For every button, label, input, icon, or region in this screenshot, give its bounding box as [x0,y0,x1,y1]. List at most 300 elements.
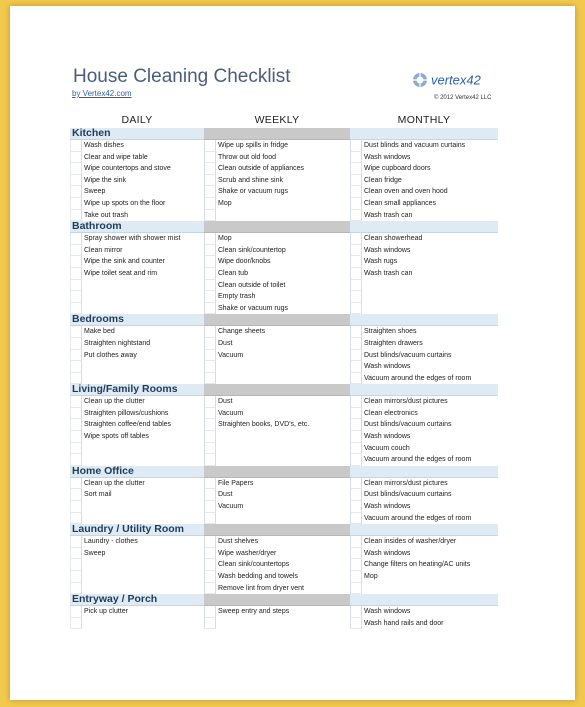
section-header-daily-cell [70,466,204,478]
monthly-task-cell [350,152,498,164]
task-checkbox[interactable] [70,291,82,303]
task-checkbox[interactable] [70,198,82,210]
task-checkbox[interactable] [204,489,216,501]
task-checkbox[interactable] [204,233,216,245]
task-checkbox[interactable] [204,606,216,618]
table-row [70,303,498,315]
task-checkbox[interactable] [350,326,362,338]
weekly-task-cell [204,350,350,362]
task-checkbox[interactable] [350,431,362,443]
task-label: Sweep entry and steps [218,608,290,616]
task-label: Empty trash [218,293,256,301]
weekly-task-cell [204,618,350,630]
weekly-task-cell [204,478,350,490]
daily-task-cell [70,548,204,560]
table-row [70,140,498,152]
section-header-daily-cell [70,524,204,536]
table-row [70,268,498,280]
task-checkbox[interactable] [204,548,216,560]
task-checkbox[interactable] [70,163,82,175]
task-label: Wash windows [364,503,411,511]
table-row [70,152,498,164]
task-checkbox[interactable] [204,140,216,152]
monthly-task-cell [350,338,498,350]
task-label: Remove lint from dryer vent [218,584,304,592]
weekly-task-cell [204,233,350,245]
table-row [70,454,498,466]
weekly-task-cell [204,140,350,152]
daily-task-cell [70,431,204,443]
vertex42-logo [412,71,502,89]
task-checkbox[interactable] [70,618,82,630]
weekly-task-cell [204,419,350,431]
task-checkbox[interactable] [204,198,216,210]
task-checkbox[interactable] [204,210,216,222]
task-checkbox[interactable] [350,618,362,630]
task-checkbox[interactable] [70,268,82,280]
task-label: Wipe up spots on the floor [84,199,166,207]
logo-wordmark: vertex42 [431,72,481,88]
task-label [362,303,498,315]
section-header-daily-cell [70,384,204,396]
monthly-task-cell [350,140,498,152]
task-checkbox[interactable] [350,373,362,385]
task-label: Clean outside of appliances [218,165,305,173]
daily-task-cell [70,606,204,618]
task-checkbox[interactable] [204,163,216,175]
daily-task-cell [70,419,204,431]
task-checkbox[interactable] [204,536,216,548]
monthly-task-cell [350,268,498,280]
task-checkbox[interactable] [70,489,82,501]
task-label: Put clothes away [84,351,137,359]
task-label: Make bed [84,328,115,336]
task-checkbox[interactable] [350,489,362,501]
task-checkbox[interactable] [350,256,362,268]
section-header [70,466,498,478]
weekly-task-cell [204,489,350,501]
daily-task-cell [70,163,204,175]
task-label: Wash windows [364,433,411,441]
task-label [216,618,350,630]
task-label: Pick up clutter [84,608,128,616]
task-checkbox[interactable] [204,303,216,315]
weekly-task-cell [204,559,350,571]
task-checkbox[interactable] [350,361,362,373]
monthly-task-cell [350,478,498,490]
table-row [70,501,498,513]
monthly-task-cell [350,571,498,583]
task-checkbox[interactable] [70,408,82,420]
task-label [82,571,204,583]
task-checkbox[interactable] [70,548,82,560]
task-label: Clean sink/countertop [218,246,286,254]
task-label: Wash trash can [364,211,413,219]
monthly-task-cell [350,419,498,431]
daily-task-cell [70,268,204,280]
task-label: Dust [218,339,233,347]
table-row [70,618,498,630]
task-label: Straighten books, DVD's, etc. [218,421,310,429]
task-checkbox[interactable] [204,338,216,350]
daily-task-cell [70,186,204,198]
monthly-task-cell [350,454,498,466]
task-checkbox[interactable] [70,186,82,198]
task-checkbox[interactable] [204,268,216,280]
task-checkbox[interactable] [350,175,362,187]
task-label: Dust blinds/vacuum curtains [364,421,452,429]
task-checkbox[interactable] [70,606,82,618]
monthly-task-cell [350,256,498,268]
task-checkbox[interactable] [70,443,82,455]
task-checkbox[interactable] [204,245,216,257]
task-label [216,454,350,466]
task-label: Wipe washer/dryer [218,549,277,557]
weekly-task-cell [204,280,350,292]
daily-task-cell [70,559,204,571]
weekly-task-cell [204,152,350,164]
monthly-task-cell [350,361,498,373]
weekly-task-cell [204,396,350,408]
task-checkbox[interactable] [70,233,82,245]
task-label: Dust blinds/vacuum curtains [364,491,452,499]
task-label: Clean fridge [364,176,402,184]
task-label [362,291,498,303]
task-checkbox[interactable] [204,478,216,490]
task-label [216,210,350,222]
task-checkbox[interactable] [70,536,82,548]
task-checkbox[interactable] [70,431,82,443]
task-label: Clean electronics [364,409,418,417]
task-label: Vacuum around the edges of room [364,514,472,522]
task-checkbox[interactable] [70,361,82,373]
table-row [70,419,498,431]
monthly-task-cell [350,489,498,501]
weekly-task-cell [204,408,350,420]
task-checkbox[interactable] [204,280,216,292]
task-label: Sweep [84,188,106,196]
task-checkbox[interactable] [204,350,216,362]
task-checkbox[interactable] [204,513,216,525]
section-title: Kitchen [72,127,111,139]
task-checkbox[interactable] [350,419,362,431]
table-row [70,548,498,560]
task-checkbox[interactable] [350,163,362,175]
task-checkbox[interactable] [350,396,362,408]
task-label [82,291,204,303]
task-checkbox[interactable] [350,501,362,513]
task-checkbox[interactable] [70,338,82,350]
task-checkbox[interactable] [350,338,362,350]
section-header-daily-cell [70,314,204,326]
task-checkbox[interactable] [70,280,82,292]
monthly-task-cell [350,210,498,222]
task-label: Clean insides of washer/dryer [364,538,457,546]
task-checkbox[interactable] [350,478,362,490]
task-label: Wipe countertops and stove [84,165,171,173]
table-row [70,478,498,490]
task-label: Mop [364,573,378,580]
section-title: Home Office [72,464,134,477]
section-header-monthly-cell [350,384,498,396]
task-checkbox[interactable] [70,140,82,152]
task-label: Spray shower with shower mist [84,235,181,243]
daily-task-cell [70,233,204,245]
table-row [70,536,498,548]
task-checkbox[interactable] [70,559,82,571]
task-label: Wash bedding and towels [218,573,298,580]
task-checkbox[interactable] [70,396,82,408]
task-label [82,280,204,292]
task-label [82,501,204,513]
monthly-task-cell [350,163,498,175]
daily-task-cell [70,396,204,408]
weekly-task-cell [204,571,350,583]
section-header-weekly-cell [204,524,350,536]
task-label: Straighten nightstand [84,339,151,347]
task-checkbox[interactable] [350,198,362,210]
daily-task-cell [70,338,204,350]
task-checkbox[interactable] [204,326,216,338]
task-checkbox[interactable] [350,152,362,164]
vertex42-link[interactable]: by Vertex42.com [72,89,132,98]
task-label: Laundry - clothes [84,538,138,546]
task-label: Dust [218,491,233,499]
task-checkbox[interactable] [70,419,82,431]
task-checkbox[interactable] [70,326,82,338]
task-checkbox[interactable] [350,408,362,420]
task-label: Wash windows [364,153,411,161]
daily-task-cell [70,571,204,583]
column-header-daily: DAILY [121,114,153,126]
monthly-task-cell [350,513,498,525]
weekly-task-cell [204,361,350,373]
task-label: Clean sink/countertops [218,561,290,569]
weekly-task-cell [204,198,350,210]
task-label: Clean up the clutter [84,398,145,406]
weekly-task-cell [204,303,350,315]
section-header-monthly-cell [350,594,498,606]
task-checkbox[interactable] [350,606,362,618]
section-header [70,314,498,326]
section-header-monthly-cell [350,314,498,326]
task-label: Change filters on heating/AC units [364,561,471,569]
table-row [70,245,498,257]
monthly-task-cell [350,198,498,210]
task-checkbox[interactable] [350,513,362,525]
sections-container [70,128,498,629]
daily-task-cell [70,140,204,152]
task-checkbox[interactable] [350,571,362,583]
task-checkbox[interactable] [350,559,362,571]
task-label [216,443,350,455]
task-checkbox[interactable] [204,408,216,420]
daily-task-cell [70,408,204,420]
task-label: Vacuum [218,351,244,359]
task-checkbox[interactable] [350,536,362,548]
section-header [70,128,498,140]
task-checkbox[interactable] [204,186,216,198]
task-checkbox[interactable] [204,443,216,455]
weekly-task-cell [204,338,350,350]
task-label: Change sheets [218,328,266,336]
daily-task-cell [70,326,204,338]
task-checkbox[interactable] [350,350,362,362]
weekly-task-cell [204,163,350,175]
task-label: Dust shelves [218,538,259,546]
weekly-task-cell [204,186,350,198]
table-row [70,408,498,420]
section-title: Laundry / Utility Room [72,523,185,536]
section-header-daily-cell [70,221,204,233]
weekly-task-cell [204,548,350,560]
task-label: Wash windows [364,363,411,371]
table-row [70,606,498,618]
task-checkbox[interactable] [350,268,362,280]
table-row [70,291,498,303]
task-label: Clean mirrors/dust pictures [364,479,448,487]
task-checkbox[interactable] [350,233,362,245]
table-row [70,338,498,350]
monthly-task-cell [350,291,498,303]
task-checkbox[interactable] [70,152,82,164]
weekly-task-cell [204,583,350,595]
monthly-task-cell [350,618,498,630]
weekly-task-cell [204,291,350,303]
task-checkbox[interactable] [350,280,362,292]
weekly-task-cell [204,431,350,443]
task-label: Vacuum couch [364,444,410,452]
task-label: Clean oven and oven hood [364,188,448,196]
weekly-task-cell [204,175,350,187]
task-label: Clean up the clutter [84,479,145,487]
weekly-task-cell [204,210,350,222]
task-label: Wash dishes [84,142,124,149]
task-checkbox[interactable] [204,431,216,443]
task-label [216,431,350,443]
task-checkbox[interactable] [350,210,362,222]
task-label: Wash trash can [364,269,413,277]
daily-task-cell [70,175,204,187]
weekly-task-cell [204,443,350,455]
task-checkbox[interactable] [204,256,216,268]
weekly-task-cell [204,326,350,338]
task-checkbox[interactable] [70,175,82,187]
task-checkbox[interactable] [204,373,216,385]
task-label: Vacuum around the edges of room [364,456,472,464]
task-label: Wipe cupboard doors [364,165,431,173]
task-checkbox[interactable] [204,419,216,431]
task-checkbox[interactable] [70,245,82,257]
section-header [70,594,498,606]
daily-task-cell [70,489,204,501]
table-row [70,489,498,501]
task-checkbox[interactable] [204,396,216,408]
task-checkbox[interactable] [204,583,216,595]
section-title: Entryway / Porch [72,593,158,606]
weekly-task-cell [204,454,350,466]
task-label: Clean tub [218,269,248,277]
task-checkbox[interactable] [70,478,82,490]
task-checkbox[interactable] [70,571,82,583]
task-label: Shake or vacuum rugs [218,188,289,196]
task-checkbox[interactable] [350,548,362,560]
monthly-task-cell [350,501,498,513]
section-header-daily-cell [70,128,204,140]
daily-task-cell [70,256,204,268]
task-checkbox[interactable] [204,152,216,164]
task-checkbox[interactable] [350,245,362,257]
task-label [216,513,350,525]
task-checkbox[interactable] [350,291,362,303]
daily-task-cell [70,618,204,630]
task-label [362,280,498,292]
weekly-task-cell [204,245,350,257]
task-checkbox[interactable] [204,618,216,630]
table-row [70,210,498,222]
column-headers [70,112,498,128]
task-checkbox[interactable] [350,186,362,198]
monthly-task-cell [350,303,498,315]
task-checkbox[interactable] [350,583,362,595]
section-header [70,221,498,233]
daily-task-cell [70,361,204,373]
task-checkbox[interactable] [70,501,82,513]
task-checkbox[interactable] [204,571,216,583]
monthly-task-cell [350,280,498,292]
task-label: Clean mirror [84,246,123,254]
weekly-task-cell [204,606,350,618]
daily-task-cell [70,245,204,257]
task-checkbox[interactable] [204,501,216,513]
task-label: Dust [218,398,233,406]
task-checkbox[interactable] [204,559,216,571]
task-label: Wipe door/knobs [218,258,271,266]
task-label: Wipe the sink [84,176,127,184]
task-checkbox[interactable] [350,303,362,315]
task-label: Straighten pillows/cushions [84,409,169,417]
task-checkbox[interactable] [70,256,82,268]
task-checkbox[interactable] [204,291,216,303]
monthly-task-cell [350,431,498,443]
table-row [70,198,498,210]
column-header-monthly: MONTHLY [397,114,451,126]
table-row [70,256,498,268]
column-header-weekly: WEEKLY [254,114,300,126]
monthly-task-cell [350,536,498,548]
task-checkbox[interactable] [204,361,216,373]
task-checkbox[interactable] [350,443,362,455]
section-header-monthly-cell [350,524,498,536]
task-label: Throw out old food [218,153,276,161]
task-label: Vacuum [218,409,244,417]
task-checkbox[interactable] [350,454,362,466]
monthly-task-cell [350,175,498,187]
table-row [70,350,498,362]
task-label: Clean showerhead [364,235,423,243]
table-row [70,443,498,455]
daily-task-cell [70,152,204,164]
task-label [82,443,204,455]
monthly-task-cell [350,373,498,385]
task-checkbox[interactable] [204,175,216,187]
task-checkbox[interactable] [70,350,82,362]
monthly-task-cell [350,583,498,595]
table-row [70,559,498,571]
task-checkbox[interactable] [350,140,362,152]
task-checkbox[interactable] [204,454,216,466]
page-title: House Cleaning Checklist [73,66,291,87]
